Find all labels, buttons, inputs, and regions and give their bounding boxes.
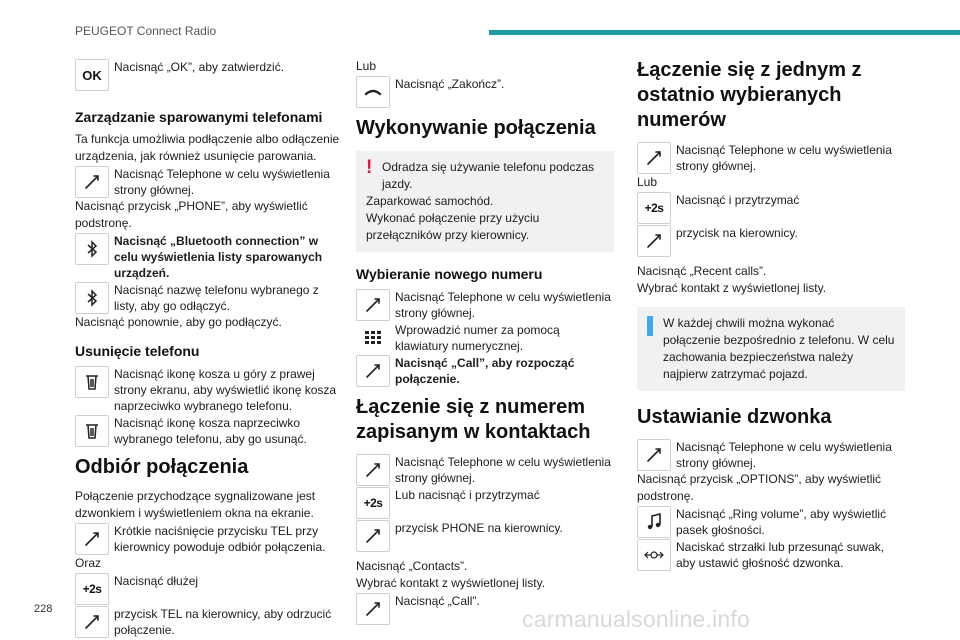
step-text: Lub nacisnąć i przytrzymać: [395, 488, 540, 502]
step-text: Nacisnąć Telephone w celu wyświetlenia strony głównej.: [395, 290, 611, 320]
info-box: [637, 307, 905, 391]
warning-box: [356, 151, 614, 252]
step-text: Nacisnąć ikonę kosza naprzeciwko wybranego telefonu, aby go usunąć.: [114, 416, 307, 446]
step-text: Nacisnąć nazwę telefonu wybranego z listy, aby go odłączyć.: [114, 283, 319, 313]
phone-icon: [356, 520, 390, 552]
step-text: przycisk PHONE na kierownicy.: [395, 521, 563, 535]
hold-2s-icon: +2s: [637, 192, 671, 224]
step-call: [356, 354, 614, 387]
step-tel-reject: [75, 605, 343, 638]
step-telephone: [356, 453, 614, 486]
step-text: Naciskać strzałki lub przesunąć suwak, aby ustawić głośność dzwonka.: [676, 540, 885, 570]
warning-text: Wykonać połączenie przy użyciu przełączników przy kierownicy.: [366, 211, 540, 242]
step-text: Nacisnąć ikonę kosza u góry z prawej strony ekranu, aby wyświetlić ikonę kosza naprzeciwko wybranego telefonu.: [114, 367, 337, 413]
paragraph: Oraz: [75, 556, 102, 570]
keypad-icon: [356, 322, 390, 354]
paragraph: Ta funkcja umożliwia podłączenie albo odłączenie urządzenia, jak również usunięcie parowania.: [75, 132, 340, 163]
paragraph: Wybrać kontakt z wyświetlonej listy.: [637, 281, 827, 295]
hold-2s-icon: +2s: [75, 573, 109, 605]
hangup-icon: [356, 76, 390, 108]
step-phone-button: [356, 519, 614, 552]
section-title-ringtone: Ustawianie dzwonka: [637, 406, 832, 428]
section-title-call: Wykonywanie połączenia: [356, 117, 596, 139]
step-text: Nacisnąć i przytrzymać: [676, 193, 800, 207]
step-ok: [75, 58, 343, 91]
warning-text: Odradza się używanie telefonu podczas jazdy.: [382, 160, 595, 191]
step-hold: [356, 486, 614, 519]
step-hold: [637, 191, 905, 224]
phone-icon: [356, 355, 390, 387]
paragraph: Nacisnąć ponownie, aby go podłączyć.: [75, 315, 282, 329]
paragraph: Wybrać kontakt z wyświetlonej listy.: [356, 576, 546, 590]
section-title-dial: Wybieranie nowego numeru: [356, 266, 543, 282]
section-title-recent: Łączenie się z jednym z ostatnio wybieranych numerów: [637, 59, 862, 131]
step-telephone: [637, 141, 905, 174]
warning-text: Zaparkować samochód.: [366, 194, 494, 208]
phone-icon: [75, 606, 109, 638]
column-3: [637, 58, 905, 571]
trash-icon: [75, 415, 109, 447]
step-slider: [637, 538, 905, 571]
header-accent-bar: [489, 30, 960, 35]
section-title-manage: Zarządzanie sparowanymi telefonami: [75, 109, 323, 125]
header-title: PEUGEOT Connect Radio: [75, 24, 217, 38]
paragraph: Połączenie przychodzące sygnalizowane jest dzwonkiem i wyświetleniem okna na ekranie.: [75, 489, 316, 520]
step-trash-top: [75, 365, 343, 414]
step-text: przycisk na kierownicy.: [676, 226, 798, 240]
step-telephone: [356, 288, 614, 321]
step-phone-button: [637, 224, 905, 257]
step-end-call: [356, 75, 614, 108]
paragraph: Lub: [637, 175, 658, 189]
music-note-icon: [637, 506, 671, 538]
step-text: Nacisnąć „OK”, aby zatwierdzić.: [114, 60, 285, 74]
paragraph: Nacisnąć przycisk „OPTIONS”, aby wyświetlić podstronę.: [637, 472, 882, 503]
step-bluetooth-connection: [75, 232, 343, 281]
step-telephone: [637, 438, 905, 471]
paragraph: Nacisnąć przycisk „PHONE”, aby wyświetlić podstronę.: [75, 199, 308, 230]
hold-2s-icon: +2s: [356, 487, 390, 519]
info-icon: [647, 316, 653, 336]
phone-icon: [637, 439, 671, 471]
step-text: Nacisnąć „Call”, aby rozpocząć połączenie.: [395, 356, 575, 386]
bluetooth-icon: [75, 233, 109, 265]
column-2: [356, 58, 614, 625]
step-text: Krótkie naciśnięcie przycisku TEL przy kierownicy powoduje odbiór połączenia.: [114, 524, 326, 554]
step-ring-volume: [637, 505, 905, 538]
paragraph: Lub: [356, 59, 377, 73]
page-number: 228: [34, 603, 53, 615]
step-text: Nacisnąć „Zakończ”.: [395, 77, 505, 91]
paragraph: Nacisnąć „Contacts”.: [356, 559, 468, 573]
phone-icon: [637, 225, 671, 257]
phone-icon: [637, 142, 671, 174]
step-hold: [75, 572, 343, 605]
phone-icon: [356, 289, 390, 321]
bluetooth-icon: [75, 282, 109, 314]
column-1: [75, 58, 343, 638]
paragraph: Nacisnąć „Recent calls”.: [637, 264, 767, 278]
section-title-contacts: Łączenie się z numerem zapisanym w kontaktach: [356, 396, 591, 443]
trash-icon: [75, 366, 109, 398]
warning-icon: !: [366, 157, 373, 178]
info-text: W każdej chwili można wykonać połączenie bezpośrednio z telefonu. W celu zachowania bezpieczeństwa należy najpierw zatrzymać pojazd.: [663, 316, 895, 381]
watermark: carmanualsonline.info: [522, 606, 750, 632]
phone-icon: [75, 166, 109, 198]
step-text: Nacisnąć Telephone w celu wyświetlenia strony głównej.: [676, 143, 892, 173]
step-telephone: [75, 165, 343, 198]
phone-icon: [356, 593, 390, 625]
ok-icon: OK: [75, 59, 109, 91]
section-title-delete: Usunięcie telefonu: [75, 343, 200, 359]
phone-icon: [356, 454, 390, 486]
step-text: Nacisnąć Telephone w celu wyświetlenia strony głównej.: [676, 440, 892, 470]
step-text: Nacisnąć „Ring volume”, aby wyświetlić pasek głośności.: [676, 507, 887, 537]
step-text: Nacisnąć Telephone w celu wyświetlenia strony głównej.: [114, 167, 330, 197]
step-text: przycisk TEL na kierownicy, aby odrzucić połączenie.: [114, 607, 332, 637]
step-text: Nacisnąć „Bluetooth connection” w celu wyświetlenia listy sparowanych urządzeń.: [114, 234, 323, 280]
step-tel-short: [75, 522, 343, 555]
step-keypad: [356, 321, 614, 354]
step-phone-name: [75, 281, 343, 314]
phone-icon: [75, 523, 109, 555]
step-text: Nacisnąć dłużej: [114, 574, 199, 588]
step-trash-phone: [75, 414, 343, 447]
slider-icon: [637, 539, 671, 571]
step-text: Nacisnąć Telephone w celu wyświetlenia strony głównej.: [395, 455, 611, 485]
step-text: Wprowadzić numer za pomocą klawiatury numerycznej.: [395, 323, 560, 353]
section-title-receive: Odbiór połączenia: [75, 456, 249, 478]
step-text: Nacisnąć „Call”.: [395, 594, 480, 608]
